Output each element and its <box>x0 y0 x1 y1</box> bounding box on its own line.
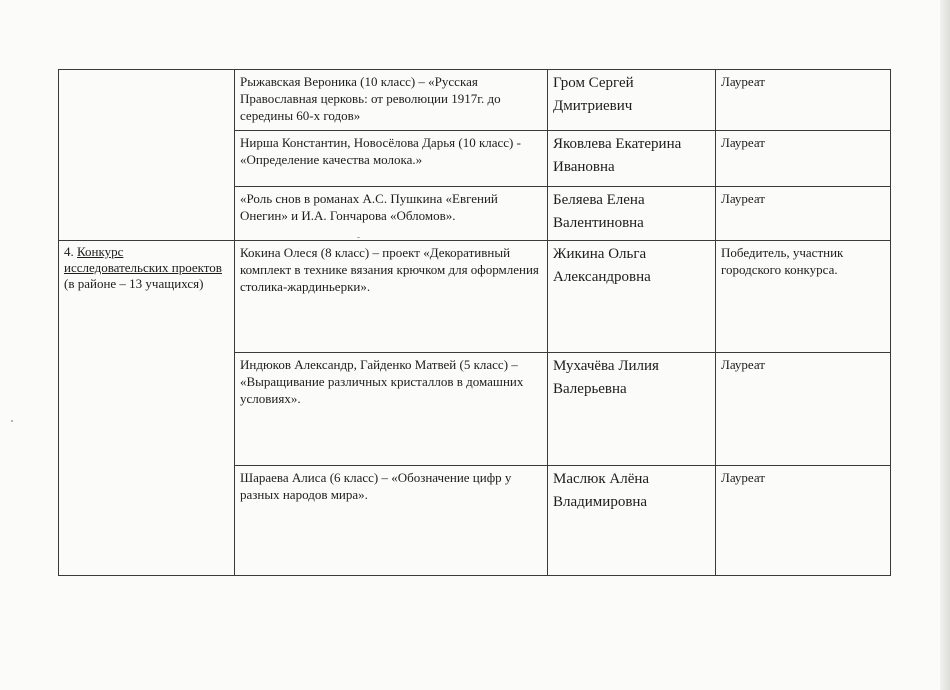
result-cell: Лауреат <box>716 131 891 187</box>
category-title: Конкурс исследовательских проектов <box>64 244 222 275</box>
supervisor-cell: Гром Сергей Дмитриевич <box>548 70 716 131</box>
result-cell: Лауреат <box>716 353 891 466</box>
work-cell: «Роль снов в романах А.С. Пушкина «Евгений Онегин» и И.А. Гончарова «Обломов». <box>235 187 548 241</box>
category-note: (в районе – 13 учащихся) <box>64 276 204 291</box>
work-cell: Кокина Олеся (8 класс) – проект «Декоративный комплект в технике вязания крючком для оформления столика-жардиньерки». <box>235 241 548 353</box>
scan-speck <box>357 237 360 238</box>
supervisor-cell: Жикина Ольга Александровна <box>548 241 716 353</box>
page-edge <box>940 0 950 690</box>
work-cell: Шараева Алиса (6 класс) – «Обозначение цифр у разных народов мира». <box>235 466 548 576</box>
result-cell: Победитель, участник городского конкурса. <box>716 241 891 353</box>
category-number: 4. <box>64 244 74 259</box>
scan-speck <box>11 420 13 422</box>
table-row <box>59 70 891 131</box>
results-table <box>58 69 891 576</box>
result-cell: Лауреат <box>716 70 891 131</box>
supervisor-cell: Маслюк Алёна Владимировна <box>548 466 716 576</box>
work-cell: Нирша Константин, Новосёлова Дарья (10 класс) - «Определение качества молока.» <box>235 131 548 187</box>
supervisor-cell: Беляева Елена Валентиновна <box>548 187 716 241</box>
empty-category-cell <box>59 70 235 241</box>
supervisor-cell: Мухачёва Лилия Валерьевна <box>548 353 716 466</box>
table-row <box>59 241 891 353</box>
category-cell <box>59 241 235 576</box>
result-cell: Лауреат <box>716 187 891 241</box>
work-cell: Индюков Александр, Гайденко Матвей (5 класс) – «Выращивание различных кристаллов в домашних условиях». <box>235 353 548 466</box>
supervisor-cell: Яковлева Екатерина Ивановна <box>548 131 716 187</box>
result-cell: Лауреат <box>716 466 891 576</box>
work-cell: Рыжавская Вероника (10 класс) – «Русская Православная церковь: от революции 1917г. до середины 60-х годов» <box>235 70 548 131</box>
